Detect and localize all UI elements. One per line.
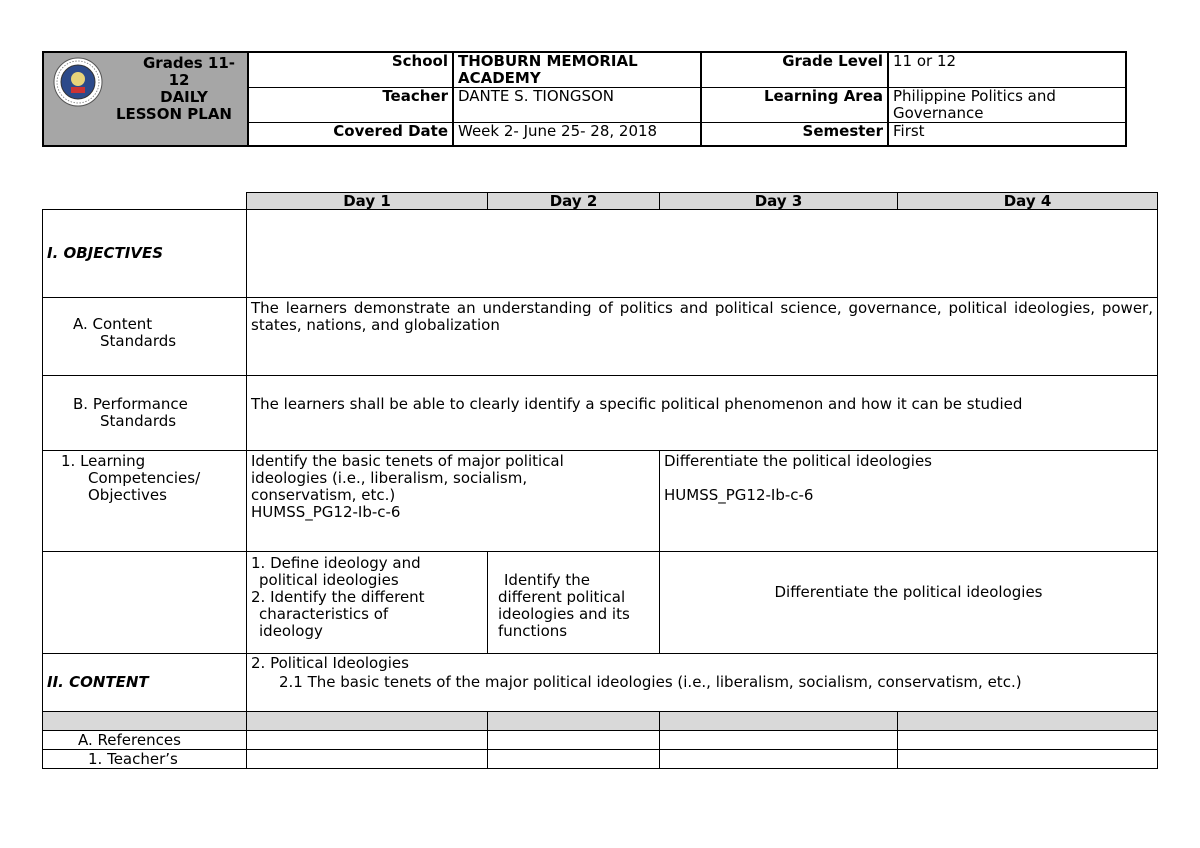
content-standards-row	[43, 298, 1158, 376]
semester-label: Semester	[701, 123, 888, 147]
competencies-day34	[660, 451, 1158, 552]
content-text	[247, 654, 1158, 712]
teachers-day1	[247, 750, 488, 769]
deped-seal-icon	[53, 57, 103, 107]
grade-level-label: Grade Level	[701, 52, 888, 88]
school-value-line1: THOBURN MEMORIAL	[458, 52, 638, 70]
competencies-label	[43, 451, 247, 552]
sub-obj-day2-line4: functions	[498, 622, 568, 640]
objectives-row	[43, 210, 1158, 298]
header-table	[42, 51, 1127, 147]
sub-obj-day2-line3: ideologies and its	[498, 605, 630, 623]
covered-date-value: Week 2- June 25- 28, 2018	[453, 123, 701, 147]
school-label: School	[248, 52, 453, 88]
content-line1: 2. Political Ideologies	[251, 654, 409, 672]
teachers-day2	[488, 750, 660, 769]
teachers-day3	[660, 750, 898, 769]
sub-obj-day1-line1: 1. Define ideology and	[251, 554, 421, 572]
content-standards-text: The learners demonstrate an understanding of politics and political science, governance, political ideologies, power, states, nations, and globalization	[247, 298, 1158, 376]
title-line2: 12	[168, 71, 190, 89]
competencies-label-line3: Objectives	[88, 486, 167, 504]
competencies-row	[43, 451, 1158, 552]
logo-title-cell	[43, 52, 248, 146]
sub-obj-day1-line4: characteristics of	[259, 605, 389, 623]
title-line3: DAILY	[160, 88, 208, 106]
competency-right-code: HUMSS_PG12-Ib-c-6	[664, 486, 814, 504]
sub-obj-day1-line3: 2. Identify the different	[251, 588, 425, 606]
references-day3	[660, 731, 898, 750]
content-standards-label-line2: Standards	[100, 332, 177, 350]
learning-area-line2: Governance	[893, 104, 984, 122]
references-day1	[247, 731, 488, 750]
day-header-row	[43, 193, 1158, 210]
sub-obj-day2-line2: different political	[498, 588, 626, 606]
sub-objectives-row	[43, 552, 1158, 654]
grade-level-value: 11 or 12	[888, 52, 1126, 88]
learning-area-line1: Philippine Politics and	[893, 87, 1056, 105]
sub-objectives-label	[43, 552, 247, 654]
sub-objectives-day2	[488, 552, 660, 654]
performance-standards-label	[43, 376, 247, 451]
teacher-label: Teacher	[248, 88, 453, 123]
content-label: II. CONTENT	[43, 654, 247, 712]
sub-obj-day1-line2: political ideologies	[259, 571, 399, 589]
grey-cell	[488, 712, 660, 731]
grey-cell	[43, 712, 247, 731]
competencies-label-line2: Competencies/	[88, 469, 201, 487]
competencies-label-line1: 1. Learning	[61, 452, 146, 470]
competencies-day12	[247, 451, 660, 552]
content-row	[43, 654, 1158, 712]
teachers-label: 1. Teacher’s	[43, 750, 247, 769]
sub-objectives-day1	[247, 552, 488, 654]
day-2-header: Day 2	[488, 193, 660, 210]
competency-left-code: HUMSS_PG12-Ib-c-6	[251, 503, 401, 521]
references-row	[43, 731, 1158, 750]
performance-standards-row	[43, 376, 1158, 451]
teachers-day4	[898, 750, 1158, 769]
day-4-header: Day 4	[898, 193, 1158, 210]
title-line4: LESSON PLAN	[116, 105, 232, 123]
grey-spacer-row	[43, 712, 1158, 731]
content-standards-label	[43, 298, 247, 376]
lesson-plan-table	[42, 192, 1158, 769]
competency-left-line3: conservatism, etc.)	[251, 486, 396, 504]
content-standards-label-line1: A. Content	[73, 315, 153, 333]
day-3-header: Day 3	[660, 193, 898, 210]
learning-area-label: Learning Area	[701, 88, 888, 123]
school-value-line2: ACADEMY	[458, 69, 541, 87]
competency-left-line2: ideologies (i.e., liberalism, socialism,	[251, 469, 528, 487]
empty-corner	[43, 193, 247, 210]
references-label: A. References	[43, 731, 247, 750]
objectives-label: I. OBJECTIVES	[43, 210, 247, 298]
covered-date-label: Covered Date	[248, 123, 453, 147]
semester-value: First	[888, 123, 1126, 147]
sub-objectives-day34: Differentiate the political ideologies	[660, 552, 1158, 654]
grey-cell	[898, 712, 1158, 731]
sub-obj-day1-line5: ideology	[259, 622, 323, 640]
competency-left-line1: Identify the basic tenets of major political	[251, 452, 564, 470]
objectives-content	[247, 210, 1158, 298]
performance-standards-label-line2: Standards	[100, 412, 177, 430]
references-day2	[488, 731, 660, 750]
teacher-value: DANTE S. TIONGSON	[453, 88, 701, 123]
performance-standards-text: The learners shall be able to clearly identify a specific political phenomenon and how it can be studied	[247, 376, 1158, 451]
sub-obj-day2-line1: Identify the	[504, 571, 591, 589]
title-line1: Grades 11-	[143, 54, 235, 72]
references-day4	[898, 731, 1158, 750]
teachers-row	[43, 750, 1158, 769]
content-line2: 2.1 The basic tenets of the major political ideologies (i.e., liberalism, socialism, conservatism, etc.)	[279, 673, 1022, 691]
day-1-header: Day 1	[247, 193, 488, 210]
grey-cell	[660, 712, 898, 731]
performance-standards-label-line1: B. Performance	[73, 395, 188, 413]
competency-right-line1: Differentiate the political ideologies	[664, 452, 932, 470]
lesson-plan-title	[104, 55, 244, 123]
school-value	[453, 52, 701, 88]
grey-cell	[247, 712, 488, 731]
learning-area-value	[888, 88, 1126, 123]
